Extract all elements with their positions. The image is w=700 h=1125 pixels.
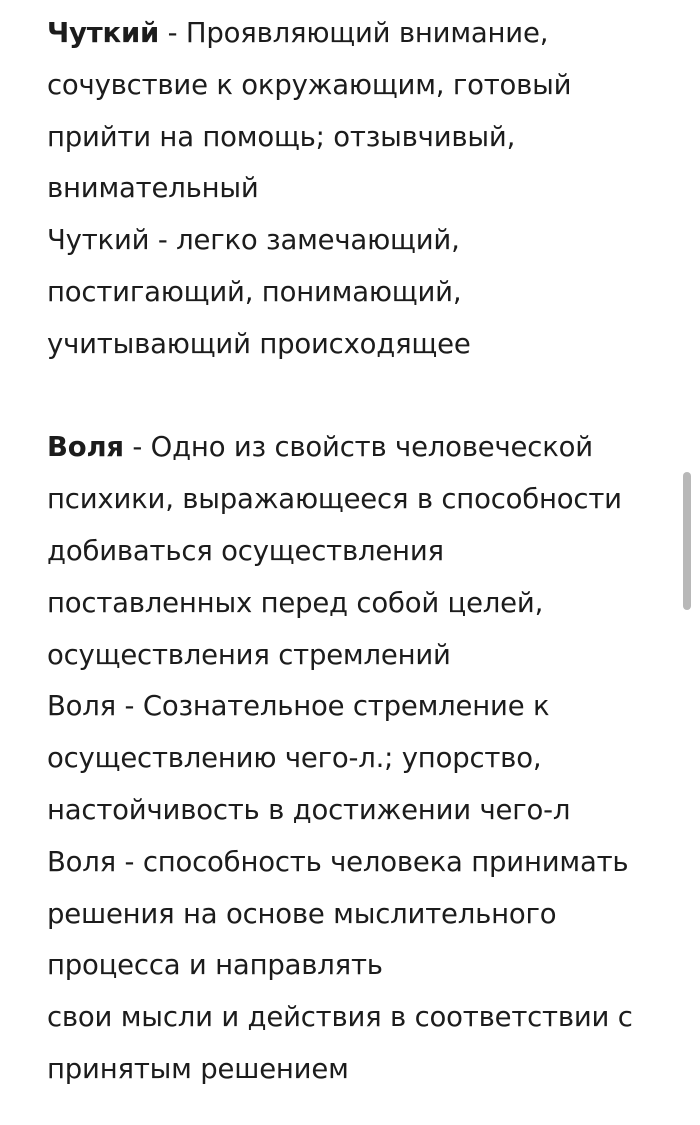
text-line: прийти на помощь; отзывчивый, bbox=[47, 120, 516, 153]
text-line: Воля - Сознательное стремление к bbox=[47, 690, 550, 723]
text-line: осуществлению чего-л.; упорство, bbox=[47, 742, 542, 775]
text-line: решения на основе мыслительного bbox=[47, 897, 557, 930]
entry-term: Воля bbox=[47, 431, 124, 464]
text-line: осуществления стремлений bbox=[47, 638, 451, 671]
entry-first-line: - Проявляющий внимание, bbox=[159, 17, 549, 49]
text-line: добиваться осуществления bbox=[47, 534, 444, 567]
entry-first-line: - Одно из свойств человеческой bbox=[123, 431, 593, 464]
text-line: психики, выражающееся в способности bbox=[47, 483, 622, 516]
vertical-scrollbar-thumb[interactable] bbox=[683, 472, 691, 610]
text-line: настойчивость в достижении чего-л bbox=[47, 793, 571, 826]
text-line: свои мысли и действия в соответствии с bbox=[47, 1001, 633, 1034]
definition-entry-volya bbox=[47, 422, 667, 1095]
text-line: процесса и направлять bbox=[47, 949, 383, 982]
text-line: принятым решением bbox=[47, 1052, 349, 1085]
entry-term: Чуткий bbox=[47, 17, 160, 49]
text-line: внимательный bbox=[47, 172, 259, 205]
text-line: постигающий, понимающий, bbox=[47, 275, 462, 308]
entry-heading-line bbox=[47, 422, 667, 474]
text-line: сочувствие к окружающим, готовый bbox=[47, 68, 572, 101]
text-content bbox=[47, 8, 667, 1096]
text-line: Воля - способность человека принимать bbox=[47, 845, 629, 878]
definition-entry-chutkiy bbox=[47, 8, 667, 371]
text-line: учитывающий происходящее bbox=[47, 327, 471, 360]
paragraph-gap bbox=[47, 371, 667, 423]
text-line: Чуткий - легко замечающий, bbox=[47, 224, 460, 257]
text-line: поставленных перед собой целей, bbox=[47, 586, 544, 619]
entry-heading-line bbox=[47, 8, 667, 60]
